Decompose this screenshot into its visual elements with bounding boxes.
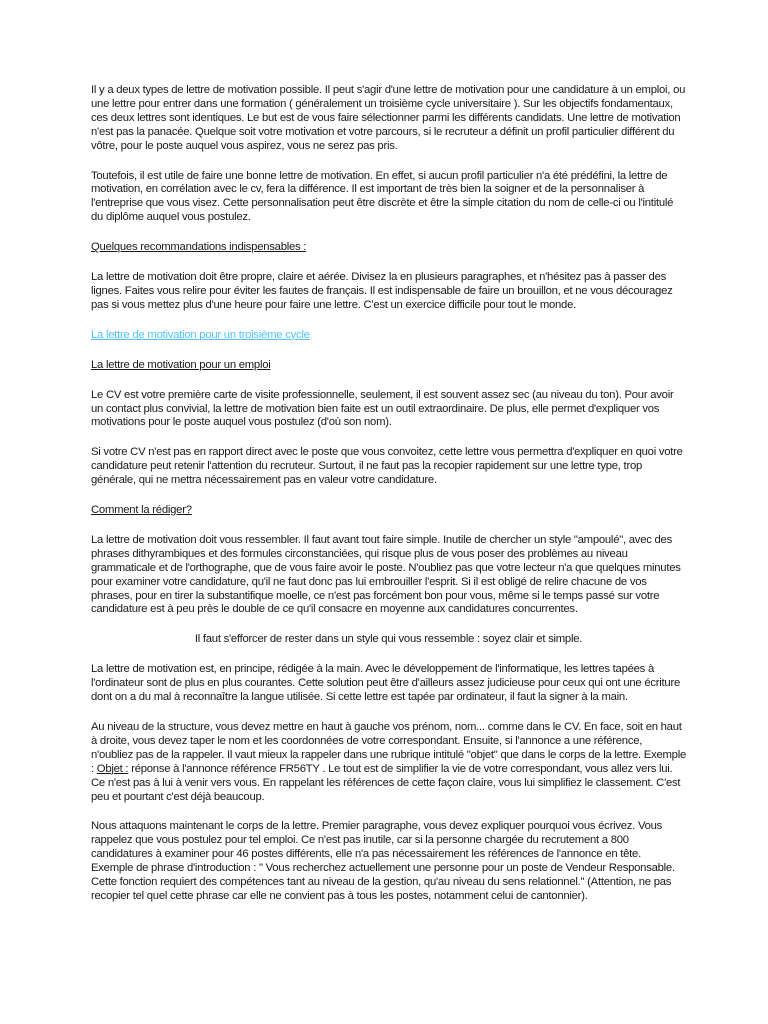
heading-recommandations: Quelques recommandations indispensables : (91, 241, 307, 254)
paragraph-main: La lettre de motivation est, en principe, rédigée à la main. Avec le développement de l'informatique, les lettres tapées à l'ordinateur sont de plus en plus courantes. Cette solution peut être d'ailleurs assez judicieuse pour ceux qui ont une écriture dont on a du mal à reconnaître la langue utilisée. Si cette lettre est tapée par ordinateur, il faut la signer à la main. (91, 663, 680, 704)
document-body (91, 84, 686, 920)
objet-label: Objet : (96, 762, 129, 775)
paragraph-intro: Il y a deux types de lettre de motivation possible. Il peut s'agir d'une lettre de motivation pour une candidature à un emploi, ou une lettre pour entrer dans une formation ( généralement un troisième cycle universitaire ). Sur les objectifs fondamentaux, ces deux lettres sont identiques. Le but est de vous faire sélectionner parmi les différents candidats. Une lettre de motivation n'est pas la panacée. Quelque soit votre motivation et votre parcours, si le recruteur a définit un profil particulier différent du vôtre, pour le poste auquel vous aspirez, vous ne serez pas pris. (91, 84, 686, 152)
paragraph-recommandations: La lettre de motivation doit être propre, claire et aérée. Divisez la en plusieurs paragraphes, et n'hésitez pas à passer des lignes. Faites vous relire pour éviter les fautes de français. Il est indispensable de faire un brouillon, et ne vous découragez pas si vous mettez plus d'une heure pour faire une lettre. C'est un exercice difficile pour tout le monde. (91, 271, 673, 311)
structure-text-b: réponse à l'annonce référence FR56TY . Le tout est de simplifier la vie de votre correspondant, vous allez vers lui. Ce n'est pas à lui à venir vers vous. En rappelant les références de cette façon claire, vous lui simplifiez le classement. C'est peu et pourtant c'est déjà beaucoup. (91, 762, 681, 803)
paragraph-ressembler: La lettre de motivation doit vous ressembler. Il faut avant tout faire simple. Inutile de chercher un style "ampoulé", avec des phrases dithyrambiques et des formules circonstanciées, qui risque plus de vous poser des problèmes au niveau grammaticale et de l'orthographe, que de vous faire avoir le poste. N'oubliez pas que votre lecteur n'a que quelques minutes pour examiner votre candidature, qu'il ne faut donc pas lui embrouiller l'esprit. Si il est obligé de relire chacune de vos phrases, pour en tirer la substantifique moelle, ce n'est pas forcément bon pour vous, même si le temps passé sur votre candidature est à peu près le double de ce qu'il consacre en moyenne aux candidatures concurrentes. (91, 533, 681, 616)
link-troisieme-cycle[interactable]: La lettre de motivation pour un troisième cycle (91, 328, 310, 341)
paragraph-structure (91, 721, 686, 804)
paragraph-corps: Nous attaquons maintenant le corps de la lettre. Premier paragraphe, vous devez expliquer pourquoi vous écrivez. Vous rappelez que vous postulez pour tel emploi. Ce n'est pas inutile, car si la personne chargée du recrutement a 800 candidatures à examiner pour 46 postes différents, elle n'a pas nécessairement les références de l'annonce en tête. Exemple de phrase d'introduction : " Vous recherchez actuellement une personne pour un poste de Vendeur Responsable. Cette fonction requiert des compétences tant au niveau de la gestion, qu'au niveau du sens relationnel." (Attention, ne pas recopier tel quel cette phrase car elle ne convient pas à tous les postes, notamment celui de cantonnier). (91, 820, 675, 902)
paragraph-style: Il faut s'efforcer de rester dans un style qui vous ressemble : soyez clair et simple. (194, 633, 583, 646)
heading-emploi: La lettre de motivation pour un emploi (91, 358, 271, 371)
paragraph-toutefois: Toutefois, il est utile de faire une bonne lettre de motivation. En effet, si aucun profil particulier n'a été prédéfini, la lettre de motivation, en corrélation avec le cv, fera la différence. Il est important de très bien la soigner et de la personnaliser à l'entreprise que vous visez. Cette personnalisation peut être discrète et être la simple citation du nom de celle-ci ou l'intitulé du diplôme auquel vous postulez. (91, 169, 674, 224)
heading-rediger: Comment la rédiger? (91, 504, 192, 517)
structure-text-a: Au niveau de la structure, vous devez mettre en haut à gauche vos prénom, nom... comme dans le CV. En face, soit en haut à droite, vous devez taper le nom et les coordonnées de votre correspondant. Ensuite, si l'annonce a une référence, n'oubliez pas de la rappeler. Il vaut mieux la rappeler dans une rubrique intitulé "objet" que dans le corps de la lettre. Exemple : (91, 721, 686, 775)
paragraph-cv: Le CV est votre première carte de visite professionnelle, seulement, il est souvent assez sec (au niveau du ton). Pour avoir un contact plus convivial, la lettre de motivation bien faite est un outil extraordinaire. De plus, elle permet d'expliquer vos motivations pour le poste auquel vous postulez (d'où son nom). (91, 388, 674, 429)
paragraph-rapport: Si votre CV n'est pas en rapport direct avec le poste que vous convoitez, cette lettre vous permettra d'expliquer en quoi votre candidature peut retenir l'attention du recruteur. Surtout, il ne faut pas la recopier rapidement sur une lettre type, trop générale, qui ne mettra nécessairement pas en valeur votre candidature. (91, 446, 683, 487)
